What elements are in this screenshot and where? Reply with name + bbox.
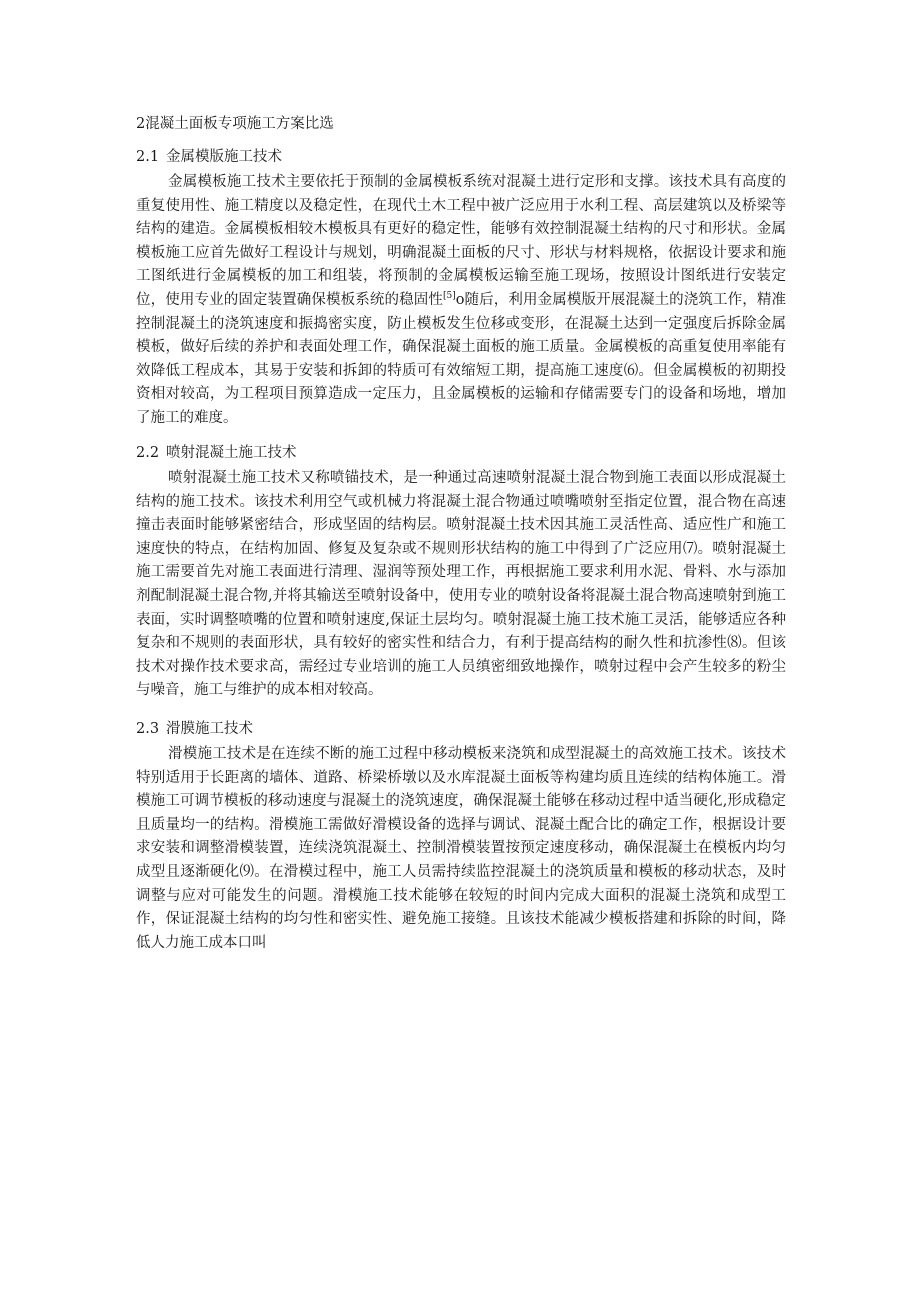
section-2-1 <box>136 147 786 431</box>
section-2-2 <box>136 443 786 703</box>
section-title: 滑膜施工技术 <box>166 721 253 737</box>
section-heading <box>136 719 786 743</box>
paragraph-text: 金属模板施工技术主要依托于预制的金属模板系统对混凝土进行定形和支撑。该技术具有高度的重复使用性、施工精度以及稳定性，在现代土木工程中被广泛应用于水利工程、高层建筑以及桥梁等结构的建造。金属模板相较木模板具有更好的稳定性，能够有效控制混凝土结构的尺寸和形状。金属模板施工应首先做好工程设计与规划，明确混凝土面板的尺寸、形状与材料规格，依据设计要求和施工图纸进行金属模板的加工和组装，将预制的金属模板运输至施工现场，按照设计图纸进行安装定位，使用专业的固定装置确保模板系统的稳固性 <box>136 174 786 308</box>
section-number: 2.3 <box>136 721 160 737</box>
section-number: 2.2 <box>136 445 160 461</box>
section-paragraph: 喷射混凝土施工技术又称喷锚技术，是一种通过高速喷射混凝土混合物到施工表面以形成混凝土结构的施工技术。该技术利用空气或机械力将混凝土混合物通过喷嘴喷射至指定位置，混合物在高速撞击表面时能够紧密结合，形成坚固的结构层。喷射混凝土技术因其施工灵活性高、适应性广和施工速度快的特点，在结构加固、修复及复杂或不规则形状结构的施工中得到了广泛应用⑺。喷射混凝土施工需要首先对施工表面进行清理、湿润等预处理工作，再根据施工要求利用水泥、骨料、水与添加剂配制混凝土混合物,并将其输送至喷射设备中，使用专业的喷射设备将混凝土混合物高速喷射到施工表面，实时调整喷嘴的位置和喷射速度,保证土层均匀。喷射混凝土施工技术施工灵活，能够适应各种复杂和不规则的表面形状，具有较好的密实性和结合力，有利于提高结构的耐久性和抗渗性⑻。但该技术对操作技术要求高，需经过专业培训的施工人员缜密细致地操作，喷射过程中会产生较多的粉尘与噪音，施工与维护的成本相对较高。 <box>136 470 786 699</box>
section-paragraph: 滑模施工技术是在连续不断的施工过程中移动模板来浇筑和成型混凝土的高效施工技术。该技术特别适用于长距离的墙体、道路、桥梁桥墩以及水库混凝土面板等构建均质且连续的结构体施工。滑模施工可调节模板的移动速度与混凝土的浇筑速度，确保混凝土能够在移动过程中适当硬化,形成稳定且质量均一的结构。滑模施工需做好滑模设备的选择与调试、混凝土配合比的确定工作，根据设计要求安装和调整滑模装置，连续浇筑混凝土、控制滑模装置按预定速度移动，确保混凝土在模板内均匀成型且逐渐硬化⑼。在滑模过程中，施工人员需持续监控混凝土的浇筑质量和模板的移动状态，及时调整与应对可能发生的问题。滑模施工技术能够在较短的时间内完成大面积的混凝土浇筑和成型工作，保证混凝土结构的均匀性和密实性、避免施工接缝。且该技术能减少模板搭建和拆除的时间，降低人力施工成本口叫 <box>136 746 786 951</box>
section-number: 2.1 <box>136 149 160 165</box>
section-title: 金属模版施工技术 <box>166 149 282 165</box>
section-heading <box>136 147 786 171</box>
section-2-3 <box>136 719 786 955</box>
document-title: 2混凝土面板专项施工方案比选 <box>136 116 334 132</box>
citation-ref: [5] <box>442 291 456 302</box>
section-heading <box>136 443 786 467</box>
paragraph-text: o随后，利用金属模版开展混凝土的浇筑工作，精准控制混凝土的浇筑速度和振捣密实度，防止模板发生位移或变形，在混凝土达到一定强度后拆除金属模板，做好后续的养护和表面处理工作，确保混凝土面板的施工质量。金属模板的高重复使用率能有效降低工程成本，其易于安装和拆卸的特质可有效缩短工期，提高施工速度⑹。但金属模板的初期投资相对较高，为工程项目预算造成一定压力，且金属模板的运输和存储需要专门的设备和场地，增加了施工的难度。 <box>136 291 786 426</box>
section-title: 喷射混凝土施工技术 <box>166 445 297 461</box>
section-paragraph <box>136 171 786 431</box>
